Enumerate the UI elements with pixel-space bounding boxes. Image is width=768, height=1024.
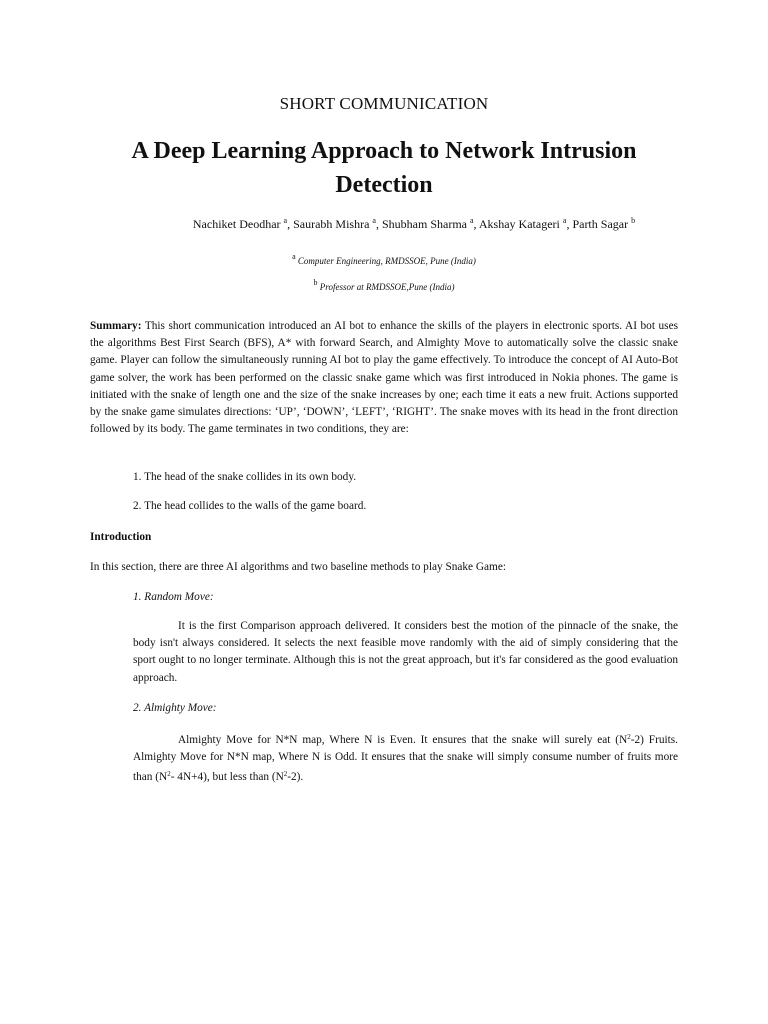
summary-paragraph — [90, 318, 678, 438]
almighty-move-paragraph — [133, 729, 678, 787]
author-affiliation-mark: a — [283, 216, 288, 225]
superscript: 2 — [167, 770, 171, 779]
affiliation-mark: b — [313, 278, 318, 287]
affiliation-text: Computer Engineering, RMDSSOE, Pune (India) — [297, 256, 476, 266]
author-affiliation-mark: b — [631, 216, 636, 225]
author-name: Akshay Katageri — [478, 217, 560, 231]
introduction-lead: In this section, there are three AI algorithms and two baseline methods to play Snake Game: — [90, 561, 506, 573]
author-affiliation-mark: a — [372, 216, 376, 225]
summary-label: Summary: — [90, 320, 142, 332]
author-name: Nachiket Deodhar — [192, 217, 281, 231]
condition-item: 1. The head of the snake collides in its own body. — [133, 471, 357, 483]
superscript: 2 — [627, 733, 631, 741]
paper-title: A Deep Learning Approach to Network Intrusion Detection — [131, 138, 637, 198]
author-affiliation-mark: a — [562, 216, 567, 225]
subsection-heading-almighty-move: 2. Almighty Move: — [133, 702, 217, 714]
section-heading-introduction: Introduction — [90, 531, 152, 543]
almighty-text-3: - 4N+4), but less than (N — [170, 771, 284, 784]
random-move-paragraph: It is the first Comparison approach delivered. It considers best the motion of the pinnacle of the snake, the body isn't always considered. It selects the next feasible move randomly with the aid of simply considering that the sport ought to no longer terminate. Although this is not the great approach, but it's far considered as the good evaluation approach. — [133, 620, 678, 684]
almighty-text-4: -2). — [287, 771, 304, 784]
affiliation-a — [0, 252, 768, 266]
condition-item: 2. The head collides to the walls of the game board. — [133, 500, 367, 512]
author-name: Shubham Sharma — [381, 217, 467, 231]
almighty-text-1: Almighty Move for N*N map, Where N is Even. It ensures that the snake will surely eat (N — [178, 734, 628, 746]
affiliation-mark: a — [292, 252, 296, 261]
author-name: Parth Sagar — [572, 217, 629, 231]
almighty-text-2: -2) Fruits. Almighty Move for N*N map, Where N is Odd. It ensures that the snake will simply consume number of fruits more than (N — [133, 734, 678, 784]
summary-text: This short communication introduced an AI bot to enhance the skills of the players in electronic sports. AI bot uses the algorithms Best First Search (BFS), A* with forward Search, and Almighty Move to automatically solve the classic snake game. Player can follow the simultaneously running AI bot to play the game effectively. To introduce the concept of AI Auto-Bot game solver, the work has been performed on the classic snake game which was first introduced in Nokia phones. The game is initiated with the snake of length one and the size of the snake increases by one; each time it eats a new fruit. Actions supported by the snake game simulates directions: ‘UP’, ‘DOWN’, ‘LEFT’, ‘RIGHT’. The snake moves with its head in the front direction followed by its body. The game terminates in two conditions, they are: — [90, 320, 678, 436]
superscript: 2 — [283, 770, 288, 779]
affiliation-b — [0, 278, 768, 292]
author-list: Nachiket Deodhar $^a$, Saurabh Mishra $^a$, Shubham Sharma $^a$, Akshay Katageri $^a$, Parth Sagar $^b$ — [192, 216, 636, 231]
subsection-heading-random-move: 1. Random Move: — [133, 591, 214, 603]
author-affiliation-mark: a — [469, 216, 474, 225]
author-name: Saurabh Mishra — [293, 217, 370, 231]
article-type-label: SHORT COMMUNICATION — [279, 94, 489, 113]
affiliation-text: Professor at RMDSSOE,Pune (India) — [319, 282, 455, 292]
